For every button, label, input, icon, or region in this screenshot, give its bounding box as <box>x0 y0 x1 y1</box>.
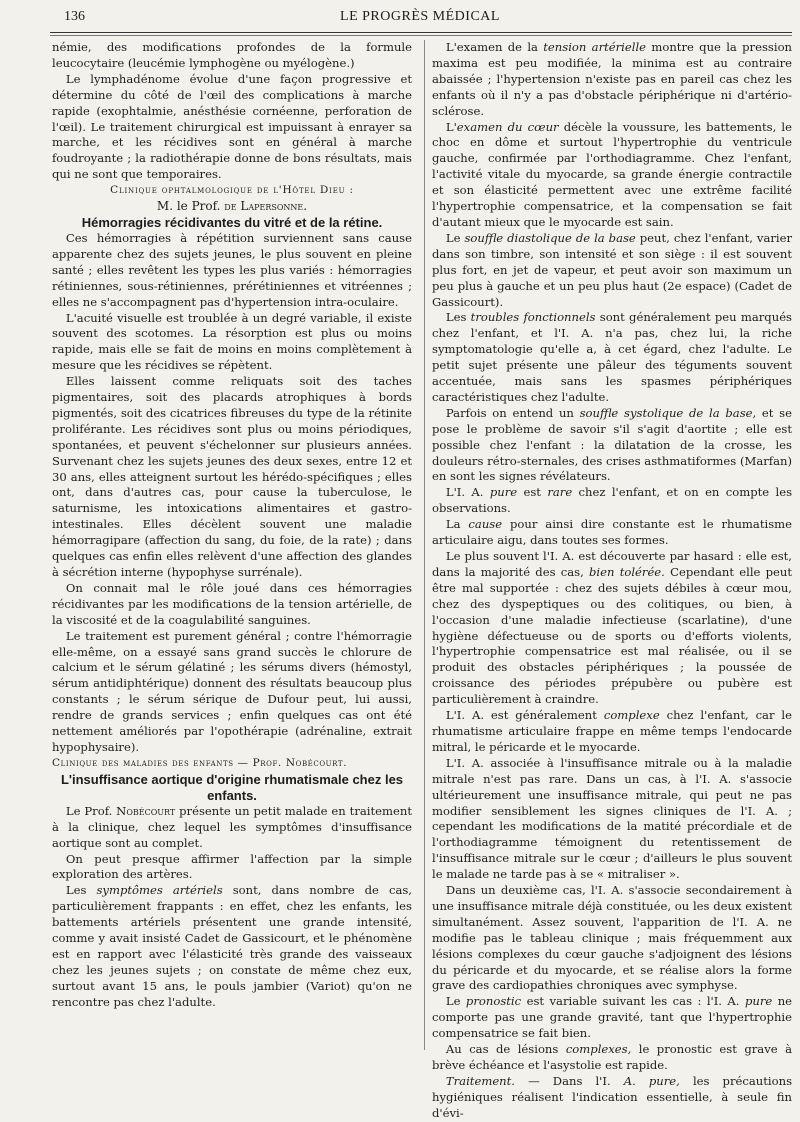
emphasis: souffle systolique de la base <box>579 405 753 420</box>
text-run: pour ainsi dire constante est le rhumatisme articulaire aigu, dans toutes ses formes. <box>432 517 793 548</box>
text-run: ne comporte pas une grande gravité, tant que l'hypertrophie compensatrice se fait bien. <box>432 994 793 1041</box>
paragraph: On connait mal le rôle joué dans ces hémorragies récidivantes par les modifications de la tension artérielle, de la viscosité et de la coagulabilité sanguines. <box>52 580 412 627</box>
paragraph <box>432 310 792 405</box>
paragraph: Dans un deuxième cas, l'I. A. s'associe secondairement à une insuffisance mitrale déjà constituée, ou les deux existent simultanément. Assez souvent, l'apparition de l'I. A. ne modifie pas le tableau clinique ; mais fréquemment aux lésions complexes du cœur gauche s'adjoignent des lésions du péricarde et du myocarde, et se réalise alors la forme grave des cardiopathies chroniques avec symphyse. <box>432 883 792 993</box>
text-run: La <box>445 517 461 532</box>
running-header <box>50 8 790 30</box>
text-run: Cependant elle peut être mal supportée : chez des sujets débiles à cœur mou, chez des dyspeptiques ou des colitiques, ou bien, à l'occasion d'une maladie infectieuse (scarlatine), d'une hygiène défectueuse ou de sports ou d'efforts violents, l'hypertrophie compensatrice est mal réalisée, ou il se produit des obstacles périphériques ; la poussée de croissance des périodes prépubère ou pubère est particulièrement à craindre. <box>432 564 793 707</box>
text-run: le pronostic est grave à brève échéance et l'asystolie est rapide. <box>432 1042 792 1072</box>
emphasis: bien tolérée. <box>589 564 665 579</box>
header-rule <box>50 32 792 33</box>
paragraph <box>432 1074 792 1122</box>
clinic-title: Clinique ophtalmologique de l'Hôtel Dieu : <box>110 184 354 197</box>
emphasis: souffle diastolique de la base <box>464 230 636 245</box>
section-heading: L'insuffisance aortique d'origine rhumatismale chez les enfants. <box>60 771 404 803</box>
paragraph: Ces hémorragies à répétition surviennent sans cause apparente chez des sujets jeunes, le plus souvent en pleine santé ; elles revêtent les types les plus variés : hémorragies rétiniennes, sous-rétiniennes, prérétiniennes et vitréennes ; elles ne s'accompagnent pas d'hypertension intra-oculaire. <box>52 230 412 309</box>
paragraph: Le traitement est purement général ; contre l'hémorragie elle-même, on a essayé sans grand succès le chlorure de calcium et le sérum gélatiné ; les sérums divers (hémostyl, sérum antidiphtérique) donnent des résultats beaucoup plus constants ; le sérum sérique de Dufour peut, lui aussi, rendre de grands services ; enfin quelques cas ont été nettement améliorés par l'opothérapie (adrénaline, extrait hypophysaire). <box>52 628 412 754</box>
emphasis: cause <box>468 517 503 532</box>
text-run: Le <box>445 994 461 1009</box>
paragraph <box>432 1042 792 1074</box>
paragraph: Elles laissent comme reliquats soit des taches pigmentaires, soit des placards atrophiques à bords pigmentés, soit des cicatrices fibreuses du type de la rétinite proliférante. Les récidives sont plus ou moins périodiques, spontanées, et peuvent s'échelonner sur plusieurs années. Survenant chez les sujets jeunes des deux sexes, entre 12 et 30 ans, elles atteignent surtout les hérédo-spécifiques ; elles ont, dans d'autres cas, pour cause la tuberculose, le saturnisme, les intoxications alimentaires et gastro-intestinales. Elles décèlent souvent une maladie hémorragipare (affection du sang, du foie, de la rate) ; dans quelques cas enfin elles relèvent d'une affection des glandes à sécrétion interne (hypophyse surrénale). <box>52 374 412 579</box>
paragraph <box>52 804 412 852</box>
prof-name: de Lapersonne. <box>224 199 308 214</box>
paragraph <box>432 231 792 311</box>
text-run: est <box>523 485 541 500</box>
text-run: est variable suivant les cas : l'I. A. <box>526 994 740 1009</box>
paragraph: Le lymphadénome évolue d'une façon progressive et détermine du côté de l'œil des complications à marche rapide (exophtalmie, anésthésie cornéenne, perforation de l'œil). Le traitement chirurgical est impuissant à enrayer sa marche, et les récidives sont en général à marche foudroyante ; la radiothérapie donne de bons résultats, mais qui ne sont que temporaires. <box>52 71 412 182</box>
emphasis: pure <box>489 485 518 500</box>
text-run: Les <box>445 310 467 325</box>
emphasis: symptômes artériels <box>96 883 223 898</box>
text-run: présente un petit malade en traitement à la clinique, chez lequel les symptômes d'insuffisance aortique sont au complet. <box>52 803 412 850</box>
text-run: Le plus souvent l'I. A. est découverte par hasard : elle est, dans la majorité des cas, <box>432 549 792 579</box>
emphasis: A. pure, <box>623 1073 680 1088</box>
text-run: chez l'enfant, et on en compte les observations. <box>432 485 793 516</box>
section-heading: Hémorragies récidivantes du vitré et de la rétine. <box>81 214 383 230</box>
emphasis: complexe <box>603 708 660 723</box>
paragraph: On peut presque affirmer l'affection par la simple exploration des artères. <box>52 851 412 882</box>
professor-line <box>52 199 412 215</box>
paragraph <box>432 485 792 517</box>
emphasis: tension artérielle <box>543 40 647 54</box>
text-run: — Dans l'I. <box>528 1073 611 1088</box>
text-run: , et se pose le problème de savoir s'il s'agit d'aortite ; elle est possible chez l'enfant : la dilatation de la crosse, les douleurs rétro-sternales, des crises asthmatiformes (Marfan) en sont les signes révélateurs. <box>432 405 792 484</box>
text-run: L'I. A. <box>445 485 484 500</box>
text-run: peut, chez l'enfant, varier dans son timbre, son intensité et son siège : il est souvent plus fort, en jet de vapeur, et peut avoir son maximum un peu plus à gauche et un peu plus haut (2e espace) (Cadet de Gassicourt). <box>432 230 793 309</box>
clinic-name: Clinique des maladies des enfants — Prof. <box>52 756 282 769</box>
prof-prefix: M. le Prof. <box>156 199 221 214</box>
text-run: L' <box>445 119 457 134</box>
emphasis: troubles fonctionnels <box>470 310 596 325</box>
emphasis: Traitement. <box>445 1073 515 1088</box>
emphasis: examen du cœur <box>456 119 559 134</box>
paragraph <box>432 120 792 231</box>
emphasis: rare <box>547 485 573 500</box>
paragraph: L'I. A. associée à l'insuffisance mitrale ou à la maladie mitrale n'est pas rare. Dans un cas, à l'I. A. s'associe ultérieurement une insuffisance mitrale, qui peut ne pas modifier sensiblement les signes cliniques de l'I. A. ; cependant les modifications de la matité précordiale et de l'orthodiagramme témoignent du retentissement de l'insuffisance mitrale sur le cœur ; d'ailleurs le plus souvent le malade ne tarde pas à se « mitraliser ». <box>432 755 792 882</box>
text-run: sont généralement peu marqués chez l'enfant, et l'I. A. n'a pas, chez lui, la riche symptomatologie qu'elle a, à cet égard, chez l'adulte. Le petit sujet présente une pâleur des téguments souvent accentuée, mais sans les spasmes périphériques caractéristiques chez l'adulte. <box>432 310 793 404</box>
text-run: décèle la voussure, les battements, le choc en dôme et surtout l'hypertrophie du ventricule gauche, confirmée par l'orthodiagramme. Chez l'enfant, l'activité vitale du myocarde, sa grande énergie contractile et son élasticité permettent avec une extrême facilité l'hypertrophie compensatrice, et la compensation se fait d'autant mieux que le myocarde est sain. <box>432 119 793 229</box>
clinic-title <box>52 756 412 772</box>
emphasis: pronostic <box>465 994 522 1009</box>
text-run: montre que la pression maxima est peu modifiée, la minima est au contraire abaissée ; l'hypertension n'existe pas en pareil cas chez les enfants où il n'y a pas d'obstacle périphérique ni d'artério-sclérose. <box>432 40 793 118</box>
emphasis: pure <box>744 994 773 1009</box>
journal-title: LE PROGRÈS MÉDICAL <box>340 9 500 24</box>
text-run: Les <box>65 883 87 898</box>
text-run: sont, dans nombre de cas, particulièrement frappants : en effet, chez les enfants, les battements artériels présentent une grande intensité, comme y avait insisté Cadet de Gassicourt, et le phénomène est en rapport avec l'élasticité très grande des vaisseaux chez les jeunes sujets ; on constate de même chez eux, surtout avant 15 ans, le pouls jambier (Variot) qu'on ne rencontre pas chez l'adulte. <box>52 883 412 1009</box>
paragraph <box>432 994 792 1042</box>
paragraph <box>52 883 412 1010</box>
text-run: L'I. A. est généralement <box>445 708 597 723</box>
left-column <box>52 40 412 1011</box>
text-run: Le <box>445 230 461 245</box>
paragraph <box>432 40 792 120</box>
text-run: Le Prof. <box>65 803 113 818</box>
text-run: les précautions hygiéniques réalisent l'indication essentielle, à seule fin d'évi- <box>432 1073 793 1120</box>
emphasis: complexes, <box>565 1042 632 1057</box>
right-column <box>432 40 792 1122</box>
text-run: Au cas de lésions <box>445 1042 559 1057</box>
text-run: Parfois on entend un <box>445 405 574 420</box>
page-number: 136 <box>64 9 85 24</box>
paragraph <box>432 406 792 486</box>
paragraph <box>432 708 792 756</box>
header-rule-secondary <box>50 35 792 36</box>
text-run: L'examen de la <box>445 40 538 54</box>
column-separator <box>424 40 425 1050</box>
paragraph <box>432 517 792 549</box>
paragraph: L'acuité visuelle est troublée à un degré variable, il existe souvent des scotomes. La résorption est plus ou moins rapide, mais elle se fait de moins en moins complètement à mesure que les récidives se répètent. <box>52 310 412 373</box>
prof-name: Nobécourt. <box>285 756 348 769</box>
paragraph <box>432 549 792 708</box>
prof-name: Nobécourt <box>116 803 176 818</box>
text-run: chez l'enfant, car le rhumatisme articulaire frappe en même temps l'endocarde mitral, le péricarde et le myocarde. <box>432 708 792 754</box>
paragraph: némie, des modifications profondes de la formule leucocytaire (leucémie lymphogène ou myélogène.) <box>52 40 412 70</box>
